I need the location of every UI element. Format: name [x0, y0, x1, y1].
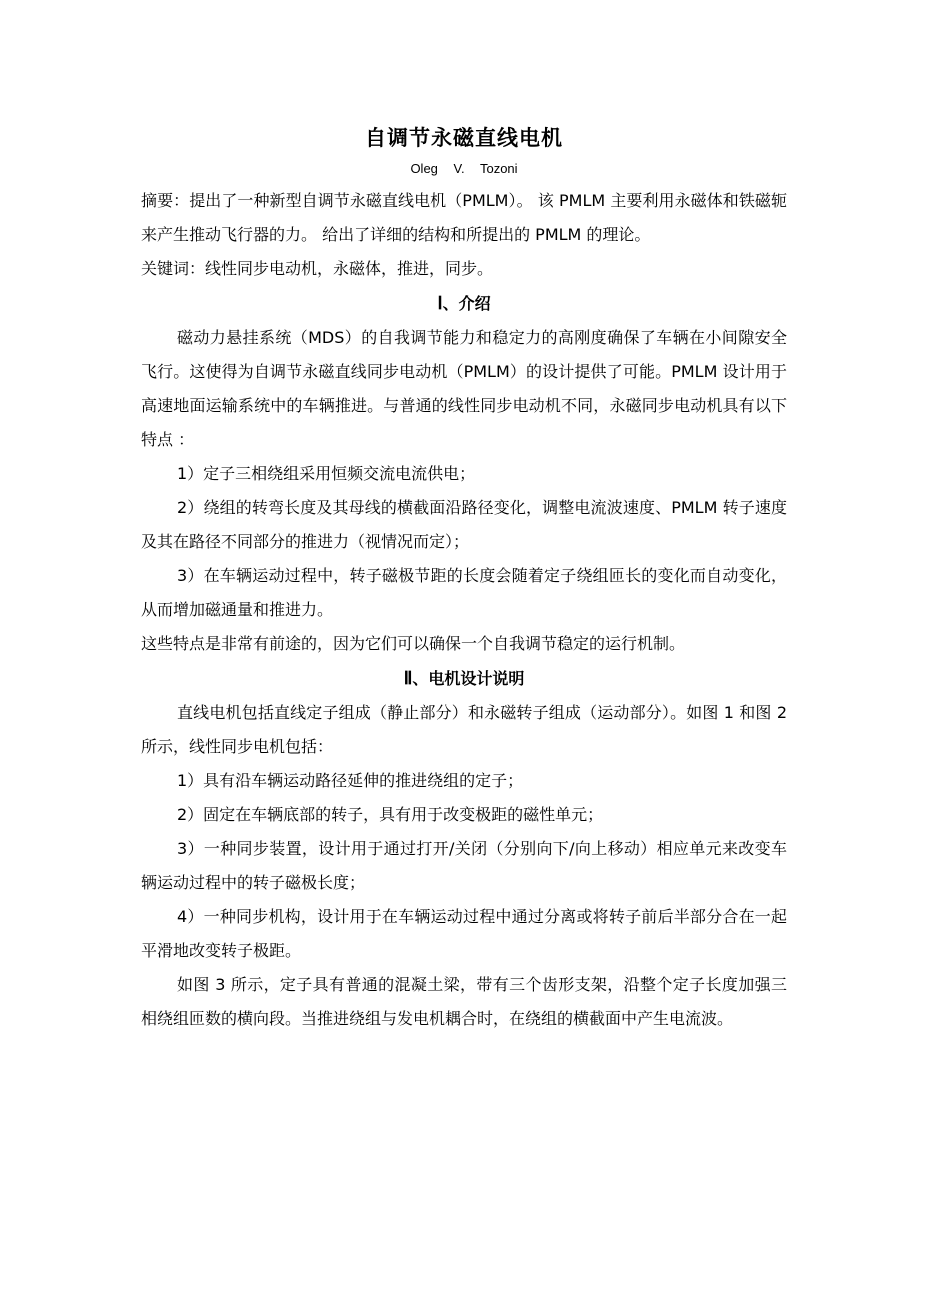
list-item: 2）绕组的转弯长度及其母线的横截面沿路径变化，调整电流波速度、PMLM 转子速度及其在路径不同部分的推进力（视情况而定）； — [141, 498, 787, 551]
section-numeral: Ⅰ — [437, 293, 443, 313]
paragraph: 磁动力悬挂系统（MDS）的自我调节能力和稳定力的高刚度确保了车辆在小间隙安全飞行。这使得为自调节永磁直线同步电动机（PMLM）的设计提供了可能。PMLM 设计用于高速地面运输系统中的车辆推进。与普通的线性同步电动机不同，永磁同步电动机具有以下特点 ： — [141, 328, 787, 449]
paragraph: 直线电机包括直线定子组成（静止部分）和永磁转子组成（运动部分）。如图 1 和图 2 所示，线性同步电机包括： — [141, 703, 787, 756]
document-title: 自调节永磁直线电机 — [365, 126, 563, 150]
list-item: 1）定子三相绕组采用恒频交流电流供电； — [177, 464, 476, 483]
document-body — [141, 118, 787, 1036]
list-item: 3）一种同步装置，设计用于通过打开/关闭（分别向下/向上移动）相应单元来改变车辆运动过程中的转子磁极长度； — [141, 839, 787, 892]
list-item: 2）固定在车辆底部的转子，具有用于改变极距的磁性单元； — [177, 805, 604, 824]
paragraph: 如图 3 所示，定子具有普通的混凝土梁，带有三个齿形支架，沿整个定子长度加强三相绕组匝数的横向段。当推进绕组与发电机耦合时，在绕组的横截面中产生电流波。 — [141, 975, 787, 1028]
list-item: 1）具有沿车辆运动路径延伸的推进绕组的定子； — [177, 771, 524, 790]
abstract-paragraph: 摘要：提出了一种新型自调节永磁直线电机（PMLM）。 该 PMLM 主要利用永磁体和铁磁轭来产生推动飞行器的力。 给出了详细的结构和所提出的 PMLM 的理论。 — [141, 191, 787, 244]
section-heading-text: 、电机设计说明 — [412, 669, 525, 688]
section-heading-introduction — [141, 286, 787, 321]
list-item: 4）一种同步机构，设计用于在车辆运动过程中通过分离或将转子前后半部分合在一起平滑地改变转子极距。 — [141, 907, 787, 960]
keywords-paragraph: 关键词：线性同步电动机，永磁体，推进，同步。 — [141, 259, 494, 278]
section-numeral: Ⅱ — [403, 668, 413, 688]
list-item: 3）在车辆运动过程中，转子磁极节距的长度会随着定子绕组匝长的变化而自动变化，从而增加磁通量和推进力。 — [141, 566, 787, 619]
section-heading-text: 、介绍 — [442, 294, 491, 313]
author-line: Oleg V. Tozoni — [410, 161, 518, 176]
paragraph: 这些特点是非常有前途的，因为它们可以确保一个自我调节稳定的运行机制。 — [141, 634, 686, 653]
section-heading-motor-design — [141, 661, 787, 696]
